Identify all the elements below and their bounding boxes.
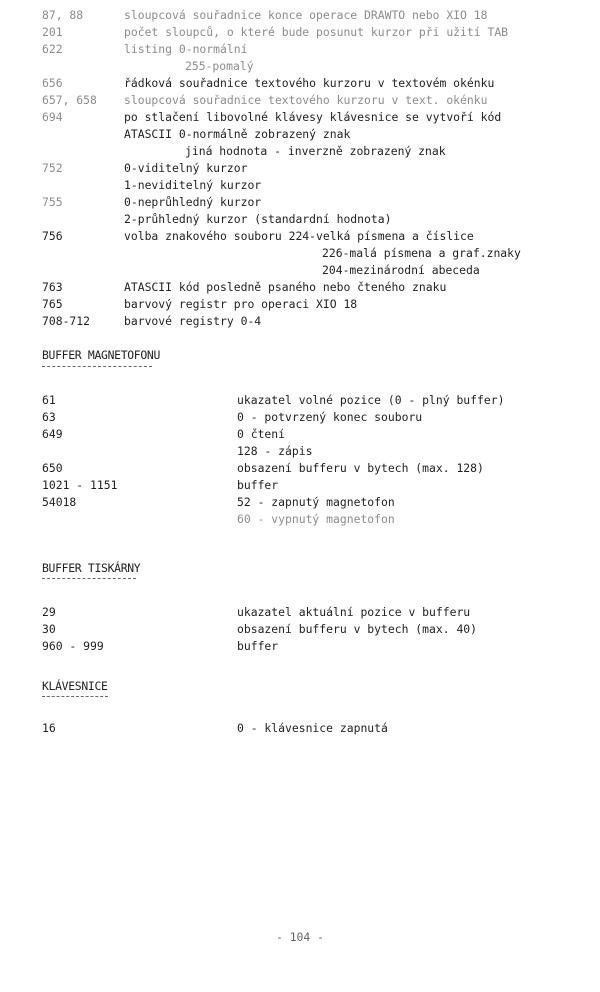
table-row xyxy=(0,443,600,460)
table-row xyxy=(0,126,600,143)
table-row xyxy=(0,638,600,655)
page-number: - 104 - xyxy=(275,930,324,944)
address-description: řádková souřadnice textového kurzoru v textovém okénku xyxy=(124,76,495,90)
memory-address: 755 xyxy=(42,195,63,209)
section-heading: BUFFER MAGNETOFONU xyxy=(42,348,161,362)
memory-address: 54018 xyxy=(42,495,77,509)
memory-address: 61 xyxy=(42,393,56,407)
memory-address: 756 xyxy=(42,229,63,243)
address-description: barvový registr pro operaci XIO 18 xyxy=(124,297,358,311)
table-row xyxy=(0,143,600,160)
table-row xyxy=(0,24,600,41)
table-row xyxy=(0,511,600,528)
memory-address: 622 xyxy=(42,42,63,56)
address-description: buffer xyxy=(237,478,279,492)
address-description: sloupcová souřadnice konce operace DRAWTO nebo XIO 18 xyxy=(124,8,488,22)
table-row xyxy=(0,604,600,621)
table-row xyxy=(0,392,600,409)
memory-address: 656 xyxy=(42,76,63,90)
memory-address: 649 xyxy=(42,427,63,441)
address-description: ukazatel aktuální pozice v bufferu xyxy=(237,605,471,619)
memory-address: 694 xyxy=(42,110,63,124)
table-row xyxy=(0,279,600,296)
memory-address: 16 xyxy=(42,721,56,735)
table-row xyxy=(0,409,600,426)
table-row xyxy=(0,296,600,313)
table-row xyxy=(0,426,600,443)
memory-address: 201 xyxy=(42,25,63,39)
heading-underline xyxy=(42,578,136,579)
memory-address: 87, 88 xyxy=(42,8,84,22)
table-row xyxy=(0,477,600,494)
table-row xyxy=(0,75,600,92)
table-row xyxy=(0,494,600,511)
address-description: jiná hodnota - inverzně zobrazený znak xyxy=(185,144,446,158)
address-description: počet sloupců, o které bude posunut kurzor při užití TAB xyxy=(124,25,509,39)
table-row xyxy=(0,41,600,58)
address-description: ukazatel volné pozice (0 - plný buffer) xyxy=(237,393,505,407)
address-description: 255-pomalý xyxy=(185,59,254,73)
heading-underline xyxy=(42,366,152,367)
table-row xyxy=(0,194,600,211)
table-row xyxy=(0,58,600,75)
memory-address: 657, 658 xyxy=(42,93,97,107)
memory-address: 765 xyxy=(42,297,63,311)
address-description: sloupcová souřadnice textového kurzoru v text. okénku xyxy=(124,93,488,107)
address-description: 0 - potvrzený konec souboru xyxy=(237,410,423,424)
address-description: 52 - zapnutý magnetofon xyxy=(237,495,395,509)
address-description: 0-neprůhledný kurzor xyxy=(124,195,262,209)
table-row xyxy=(0,621,600,638)
memory-address: 30 xyxy=(42,622,56,636)
address-description: 60 - vypnutý magnetofon xyxy=(237,512,395,526)
address-description: volba znakového souboru 224-velká písmena a číslice xyxy=(124,229,474,243)
memory-address: 763 xyxy=(42,280,63,294)
table-row xyxy=(0,160,600,177)
table-row xyxy=(0,109,600,126)
address-description: 128 - zápis xyxy=(237,444,313,458)
address-description: barvové registry 0-4 xyxy=(124,314,262,328)
address-description: obsazení bufferu v bytech (max. 128) xyxy=(237,461,484,475)
address-description: 0 čtení xyxy=(237,427,286,441)
memory-address: 63 xyxy=(42,410,56,424)
table-row xyxy=(0,313,600,330)
table-row xyxy=(0,177,600,194)
address-description: ATASCII kód posledně psaného nebo čteného znaku xyxy=(124,280,447,294)
address-description: buffer xyxy=(237,639,279,653)
table-row xyxy=(0,92,600,109)
address-description: 204-mezinárodní abeceda xyxy=(322,263,480,277)
table-row xyxy=(0,228,600,245)
memory-address: 752 xyxy=(42,161,63,175)
address-description: ATASCII 0-normálně zobrazený znak xyxy=(124,127,351,141)
address-description: po stlačení libovolné klávesy klávesnice se vytvoří kód xyxy=(124,110,502,124)
table-row xyxy=(0,720,600,737)
address-description: 1-neviditelný kurzor xyxy=(124,178,262,192)
table-row xyxy=(0,211,600,228)
table-row xyxy=(0,460,600,477)
section-heading: KLÁVESNICE xyxy=(42,679,108,693)
memory-address: 650 xyxy=(42,461,63,475)
address-description: 226-malá písmena a graf.znaky xyxy=(322,246,521,260)
address-description: listing 0-normální xyxy=(124,42,248,56)
heading-underline xyxy=(42,696,108,697)
table-row xyxy=(0,245,600,262)
memory-address: 1021 - 1151 xyxy=(42,478,118,492)
section-heading: BUFFER TISKÁRNY xyxy=(42,561,141,575)
memory-address: 708-712 xyxy=(42,314,91,328)
memory-address: 960 - 999 xyxy=(42,639,104,653)
address-description: 0 - klávesnice zapnutá xyxy=(237,721,388,735)
address-description: obsazení bufferu v bytech (max. 40) xyxy=(237,622,478,636)
address-description: 0-viditelný kurzor xyxy=(124,161,248,175)
table-row xyxy=(0,7,600,24)
memory-address: 29 xyxy=(42,605,56,619)
table-row xyxy=(0,262,600,279)
address-description: 2-průhledný kurzor (standardní hodnota) xyxy=(124,212,392,226)
